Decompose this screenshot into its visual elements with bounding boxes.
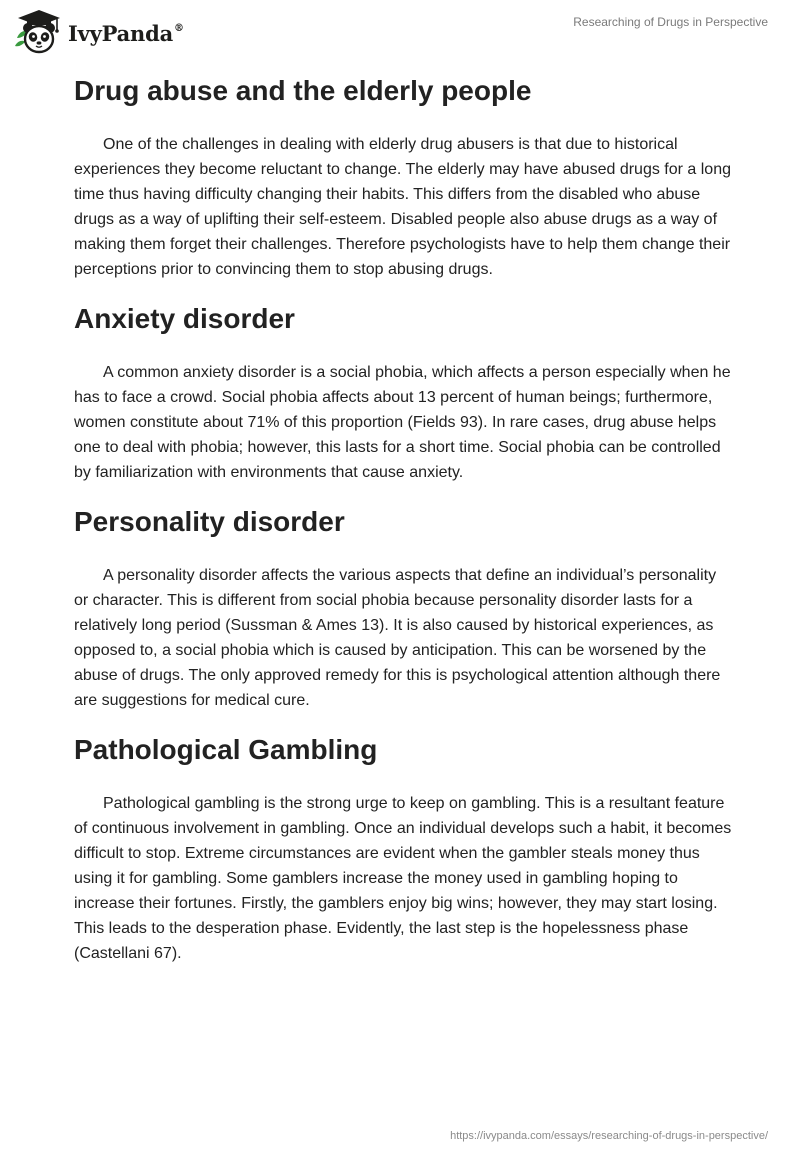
section-paragraph: Pathological gambling is the strong urge to keep on gambling. This is a resultant feature of continuous involvement in gambling. Once an individual develops such a habit, it becomes difficult to stop. Extreme circumstances are evident when the gambler steals money thus using it for gambling. Some gamblers increase the money used in gambling hoping to increase their fortunes. Firstly, the gamblers enjoy big wins; however, they may start losing. This leads to the desperation phase. Evidently, the last step is the hopelessness phase (Castellani 67).	[74, 795, 732, 962]
panda-graduate-icon	[14, 8, 64, 56]
brand-logo[interactable]	[14, 8, 184, 56]
section-heading: Anxiety disorder	[74, 303, 295, 334]
section-paragraph: A personality disorder affects the various aspects that define an individual’s personality or character. This is different from social phobia because personality disorder lasts for a relatively long period (Sussman & Ames 13). It is also caused by historical experiences, as opposed to, a social phobia which is caused by anticipation. This can be worsened by the abuse of drugs. The only approved remedy for this is psychological attention although there are suggestions for medical cure.	[74, 567, 721, 709]
essay-content	[74, 74, 734, 966]
section-paragraph: One of the challenges in dealing with elderly drug abusers is that due to historical experiences they become reluctant to change. The elderly may have abused drugs for a long time thus having difficulty changing their habits. This differs from the disabled who abuse drugs as a way of uplifting their self-esteem. Disabled people also abuse drugs as a way of making them forget their challenges. Therefore psychologists have to help them change their perceptions prior to convincing them to stop abusing drugs.	[74, 136, 731, 278]
section-anxiety-disorder	[74, 302, 734, 485]
section-heading: Personality disorder	[74, 506, 345, 537]
section-personality-disorder	[74, 505, 734, 713]
source-url-link[interactable]: https://ivypanda.com/essays/researching-of-drugs-in-perspective/	[450, 1130, 768, 1142]
document-title: Researching of Drugs in Perspective	[573, 15, 768, 29]
section-heading: Drug abuse and the elderly people	[74, 75, 532, 106]
section-elderly-drug-abuse	[74, 74, 734, 282]
brand-name: IvyPanda®	[68, 20, 184, 46]
section-pathological-gambling	[74, 733, 734, 966]
section-heading: Pathological Gambling	[74, 734, 378, 765]
section-paragraph: A common anxiety disorder is a social phobia, which affects a person especially when he has to face a crowd. Social phobia affects about 13 percent of human beings; furthermore, women constitute about 71% of this proportion (Fields 93). In rare cases, drug abuse helps one to deal with phobia; however, this lasts for a short time. Social phobia can be controlled by familiarization with environments that cause anxiety.	[74, 364, 731, 481]
